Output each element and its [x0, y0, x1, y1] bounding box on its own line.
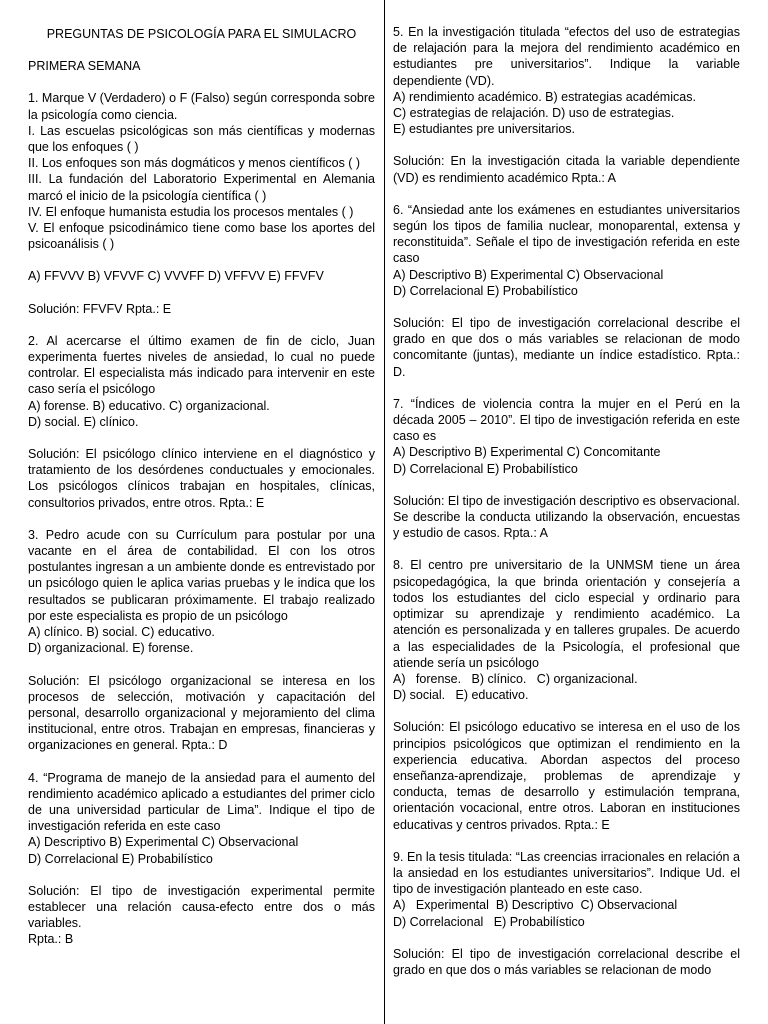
q6-stem: 6. “Ansiedad ante los exámenes en estudiantes universitarios según los tipos de familia nuclear, monoparental, extensa y reconstituida”. Señale el tipo de investigación referida en este caso: [393, 202, 740, 266]
q9-solution: Solución: El tipo de investigación correlacional describe el grado en que dos o más variables se relacionan de modo: [393, 946, 740, 977]
q1-item-iv: IV. El enfoque humanista estudia los procesos mentales ( ): [28, 204, 354, 219]
q1-item-ii: II. Los enfoques son más dogmáticos y menos científicos ( ): [28, 156, 361, 171]
q7-options-1: A) Descriptivo B) Experimental C) Concomitante: [393, 445, 661, 460]
q3-options-1: A) clínico. B) social. C) educativo.: [28, 625, 215, 640]
q1-item-i: I. Las escuelas psicológicas son más científicas y modernas que los enfoques ( ): [28, 123, 375, 155]
q9-options-1: A) Experimental B) Descriptivo C) Observacional: [393, 898, 678, 913]
q4-solution: Solución: El tipo de investigación experimental permite establecer una relación causa-efecto entre dos o más variables.: [28, 883, 375, 931]
week-heading: PRIMERA SEMANA: [28, 59, 141, 74]
q7-options-2: D) Correlacional E) Probabilístico: [393, 461, 578, 476]
q7-stem: 7. “Índices de violencia contra la mujer en el Perú en la década 2005 – 2010”. El tipo de investigación referida en este caso es: [393, 396, 740, 444]
q1-options: A) FFVVV B) VFVVF C) VVVFF D) VFFVV E) FFVFV: [28, 269, 324, 284]
q1-item-v: V. El enfoque psicodinámico tiene como base los aportes del psicoanálisis ( ): [28, 221, 375, 252]
q8-options-1: A) forense. B) clínico. C) organizacional.: [393, 671, 638, 686]
left-column: [28, 26, 375, 948]
q2-options-2: D) social. E) clínico.: [28, 414, 139, 429]
q4-answer: Rpta.: B: [28, 932, 74, 947]
q1-solution: Solución: FFVFV Rpta.: E: [28, 301, 172, 316]
q4-options-2: D) Correlacional E) Probabilístico: [28, 851, 213, 866]
q5-options-1: A) rendimiento académico. B) estrategias académicas.: [393, 89, 696, 104]
document-title: PREGUNTAS DE PSICOLOGÍA PARA EL SIMULACRO: [46, 27, 357, 41]
q2-options-1: A) forense. B) educativo. C) organizacional.: [28, 398, 270, 413]
q6-options-2: D) Correlacional E) Probabilístico: [393, 283, 578, 298]
q3-options-2: D) organizacional. E) forense.: [28, 641, 194, 656]
q5-options-3: E) estudiantes pre universitarios.: [393, 122, 576, 137]
q5-stem: 5. En la investigación titulada “efectos del uso de estrategias de relajación para la mejora del rendimiento académico en estudiantes pre universitarios”. Indique la variable dependiente (VD).: [393, 25, 740, 88]
q8-solution: Solución: El psicólogo educativo se interesa en el uso de los principios psicológicos que optimizan el rendimiento en la experiencia educativa. Abordan aspectos del proceso enseñanza-aprendizaje, problemas de aprendizaje y conducta, temas de desarrollo y estimulación temprana, orientación vocacional, entre otros. Laboran en instituciones educativas y centros privados. Rpta.: E: [393, 720, 740, 832]
q5-options-2: C) estrategias de relajación. D) uso de estrategias.: [393, 106, 675, 121]
q8-stem: 8. El centro pre universitario de la UNMSM tiene un área psicopedagógica, la que brinda orientación y consejería a todos los estudiantes del ciclo especial y ordinario para optimizar su aprendizaje y rendimiento académico. La atención es personalizada y en talleres grupales. De acuerdo a las especialidades de la Psicología, el profesional que atiende sería un psicólogo: [393, 558, 740, 670]
q6-solution: Solución: El tipo de investigación correlacional describe el grado en que dos o más variables se relacionan de modo concomitante (juntas), mediante un índice estadístico. Rpta.: D.: [393, 316, 740, 379]
right-column: [393, 24, 740, 978]
q1-item-iii: III. La fundación del Laboratorio Experimental en Alemania marcó el inicio de la psicología científica ( ): [28, 172, 375, 203]
q4-stem: 4. “Programa de manejo de la ansiedad para el aumento del rendimiento académico aplicado a estudiantes del primer ciclo de una universidad particular de Lima”. Indique el tipo de investigación referida en este caso: [28, 770, 375, 834]
q8-options-2: D) social. E) educativo.: [393, 688, 529, 703]
q3-solution: Solución: El psicólogo organizacional se interesa en los procesos de selección, motivación y capacitación del personal, desarrollo organizacional y mejoramiento del clima institucional, entre otros. Trabajan en empresas, financieras y organizaciones en general. Rpta.: D: [28, 673, 375, 753]
q6-options-1: A) Descriptivo B) Experimental C) Observacional: [393, 267, 664, 282]
q5-solution: Solución: En la investigación citada la variable dependiente (VD) es rendimiento académico Rpta.: A: [393, 154, 740, 185]
q4-options-1: A) Descriptivo B) Experimental C) Observacional: [28, 835, 299, 850]
column-divider: [384, 0, 385, 1024]
q9-options-2: D) Correlacional E) Probabilístico: [393, 914, 585, 929]
q3-stem: 3. Pedro acude con su Currículum para postular por una vacante en el área de contabilidad. El con los otros postulantes ingresan a un ambiente donde es entrevistado por un psicólogo quien le aplica varias pruebas y le indica que los resultados se publicaran próximamente. El trabajo realizado por este especialista es propio de un psicólogo: [28, 527, 375, 623]
q1-stem: 1. Marque V (Verdadero) o F (Falso) según corresponda sobre la psicología como ciencia.: [28, 91, 375, 122]
q2-solution: Solución: El psicólogo clínico interviene en el diagnóstico y tratamiento de los desórdenes conductuales y emocionales. Los psicólogos clínicos trabajan en hospitales, clínicas, consultorios privados, entre otros. Rpta.: E: [28, 447, 375, 510]
q9-stem: 9. En la tesis titulada: “Las creencias irracionales en relación a la ansiedad en los estudiantes universitarios”. Indique Ud. el tipo de investigación planteado en este caso.: [393, 849, 740, 897]
q7-solution: Solución: El tipo de investigación descriptivo es observacional. Se describe la conducta utilizando la observación, encuestas y estudio de casos. Rpta.: A: [393, 493, 740, 541]
q2-stem: 2. Al acercarse el último examen de fin de ciclo, Juan experimenta fuertes niveles de ansiedad, lo cual no puede controlar. El especialista más indicado para intervenir en este caso sería el psicólogo: [28, 333, 375, 397]
